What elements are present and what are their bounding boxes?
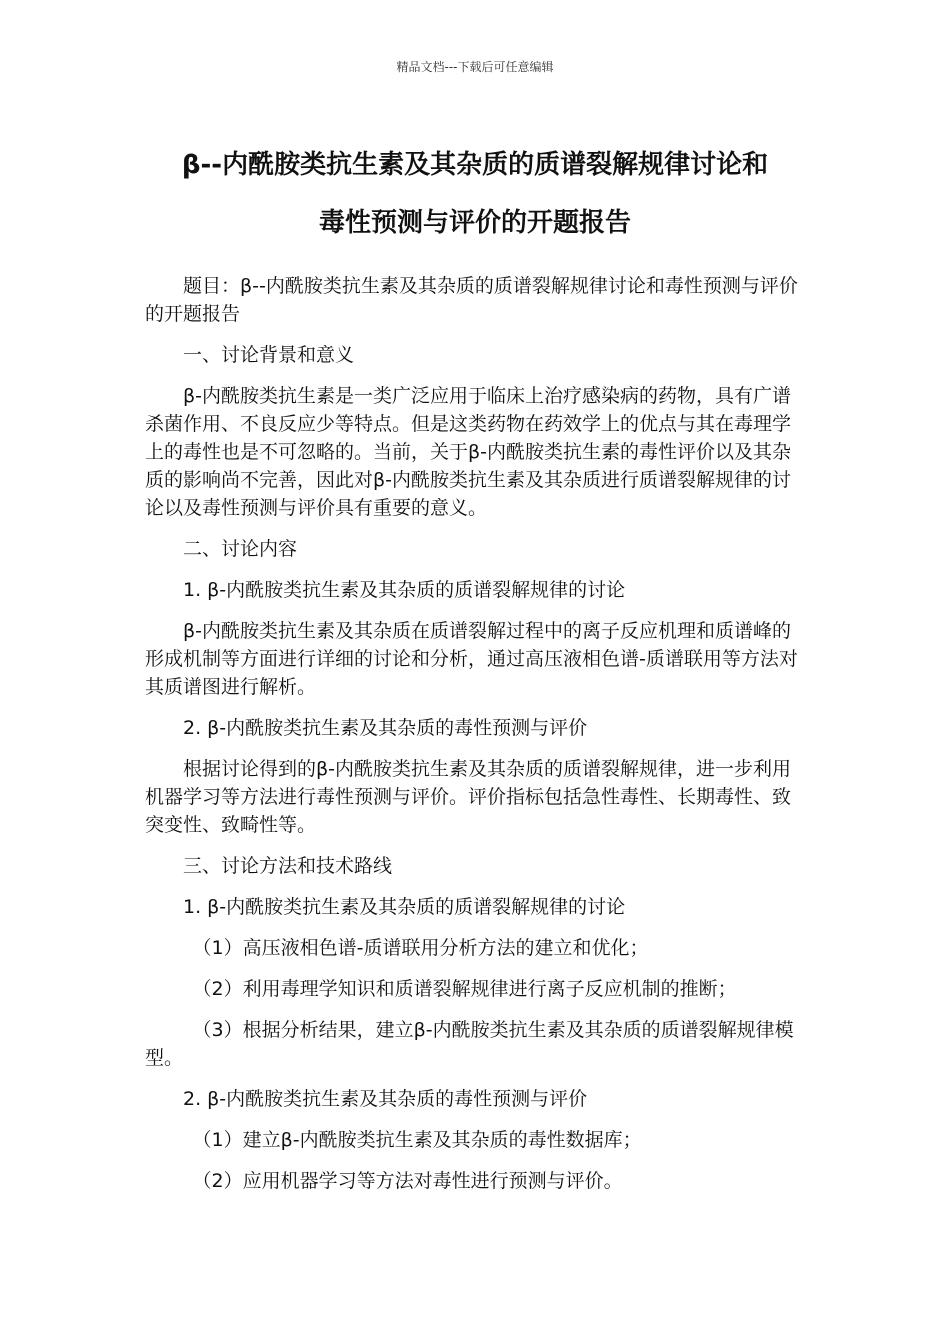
section-heading-methods: 三、讨论方法和技术路线: [183, 855, 393, 877]
method-1-step-3: （3）根据分析结果，建立β-内酰胺类抗生素及其杂质的质谱裂解规律模型。: [145, 1019, 794, 1069]
content-item-1-heading: 1. β-内酰胺类抗生素及其杂质的质谱裂解规律的讨论: [183, 579, 626, 601]
method-1-step-1: （1）高压液相色谱-质谱联用分析方法的建立和优化；: [192, 937, 649, 959]
content-item-2-heading: 2. β-内酰胺类抗生素及其杂质的毒性预测与评价: [183, 717, 588, 739]
background-paragraph: β-内酰胺类抗生素是一类广泛应用于临床上治疗感染病的药物，具有广谱杀菌作用、不良反应少等特点。但是这类药物在药效学上的优点与其在毒理学上的毒性也是不可忽略的。当前，关于β-内酰胺类抗生素的毒性评价以及其杂质的影响尚不完善，因此对β-内酰胺类抗生素及其杂质进行质谱裂解规律的讨论以及毒性预测与评价具有重要的意义。: [145, 385, 792, 519]
method-2-step-2: （2）应用机器学习等方法对毒性进行预测与评价。: [192, 1170, 623, 1192]
document-title-line-2: 毒性预测与评价的开题报告: [318, 208, 631, 238]
page-header: 精品文档---下载后可任意编辑: [396, 60, 554, 74]
section-heading-content: 二、讨论内容: [183, 538, 298, 560]
method-1-step-2: （2）利用毒理学知识和质谱裂解规律进行离子反应机制的推断；: [192, 978, 737, 1000]
method-2-step-1: （1）建立β-内酰胺类抗生素及其杂质的毒性数据库；: [192, 1129, 642, 1151]
document-title: [110, 136, 840, 252]
document-title-line-1: β--内酰胺类抗生素及其杂质的质谱裂解规律讨论和: [181, 150, 769, 180]
content-item-2-paragraph: 根据讨论得到的β-内酰胺类抗生素及其杂质的质谱裂解规律，进一步利用机器学习等方法进行毒性预测与评价。评价指标包括急性毒性、长期毒性、致突变性、致畸性等。: [145, 758, 792, 836]
method-item-1-heading: 1. β-内酰胺类抗生素及其杂质的质谱裂解规律的讨论: [183, 896, 626, 918]
content-item-1-paragraph: β-内酰胺类抗生素及其杂质在质谱裂解过程中的离子反应机理和质谱峰的形成机制等方面进行详细的讨论和分析，通过高压液相色谱-质谱联用等方法对其质谱图进行解析。: [145, 620, 798, 698]
section-heading-background: 一、讨论背景和意义: [183, 344, 355, 366]
method-item-2-heading: 2. β-内酰胺类抗生素及其杂质的毒性预测与评价: [183, 1088, 588, 1110]
document-body: [145, 272, 805, 1208]
topic-paragraph: 题目：β--内酰胺类抗生素及其杂质的质谱裂解规律讨论和毒性预测与评价的开题报告: [145, 275, 798, 325]
